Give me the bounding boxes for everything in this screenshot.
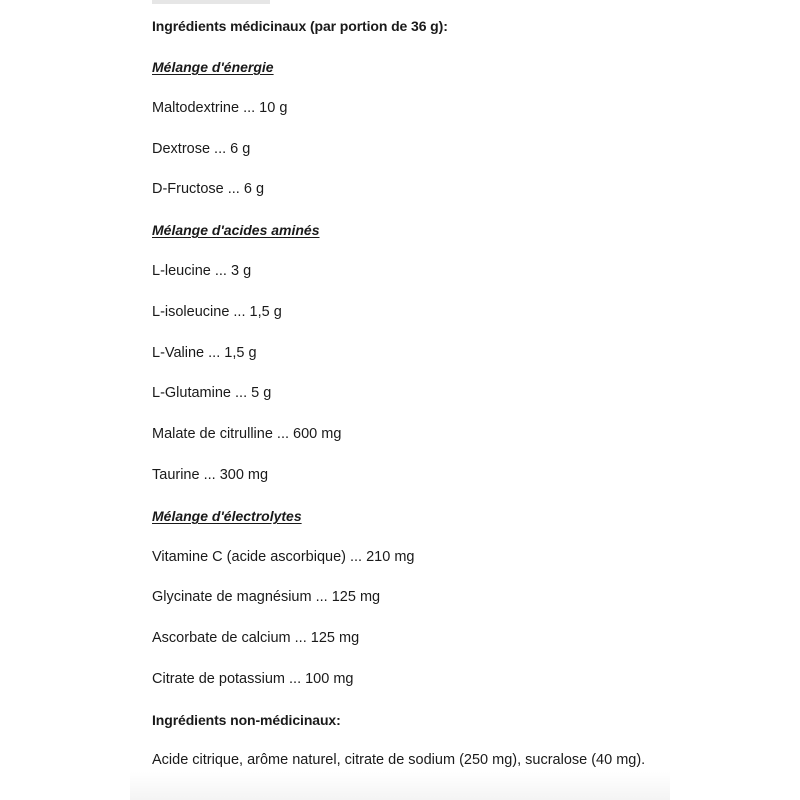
non-medicinal-ingredients-heading: Ingrédients non-médicinaux: — [152, 712, 341, 728]
ingredient-item: L-isoleucine ... 1,5 g — [152, 304, 282, 320]
top-tab-edge — [152, 0, 270, 4]
ingredient-item: Malate de citrulline ... 600 mg — [152, 426, 342, 442]
ingredient-item: Taurine ... 300 mg — [152, 467, 269, 483]
ingredient-item: Citrate de potassium ... 100 mg — [152, 671, 354, 687]
ingredient-item: L-Glutamine ... 5 g — [152, 385, 272, 401]
bottom-panel-edge — [130, 772, 670, 800]
ingredient-item: L-leucine ... 3 g — [152, 263, 252, 279]
ingredient-item: Ascorbate de calcium ... 125 mg — [152, 630, 360, 646]
medicinal-ingredients-heading: Ingrédients médicinaux (par portion de 36 g): — [152, 18, 448, 34]
section-title-amino-acids: Mélange d'acides aminés — [152, 222, 320, 238]
non-medicinal-ingredients-text: Acide citrique, arôme naturel, citrate de sodium (250 mg), sucralose (40 mg). — [152, 752, 646, 768]
ingredient-item: Dextrose ... 6 g — [152, 141, 251, 157]
ingredient-item: Vitamine C (acide ascorbique) ... 210 mg — [152, 549, 415, 565]
ingredient-item: Glycinate de magnésium ... 125 mg — [152, 589, 381, 605]
section-title-energy: Mélange d'énergie — [152, 59, 274, 75]
ingredient-item: D-Fructose ... 6 g — [152, 181, 265, 197]
ingredient-item: L-Valine ... 1,5 g — [152, 345, 257, 361]
ingredient-item: Maltodextrine ... 10 g — [152, 100, 288, 116]
section-title-electrolytes: Mélange d'électrolytes — [152, 508, 302, 524]
